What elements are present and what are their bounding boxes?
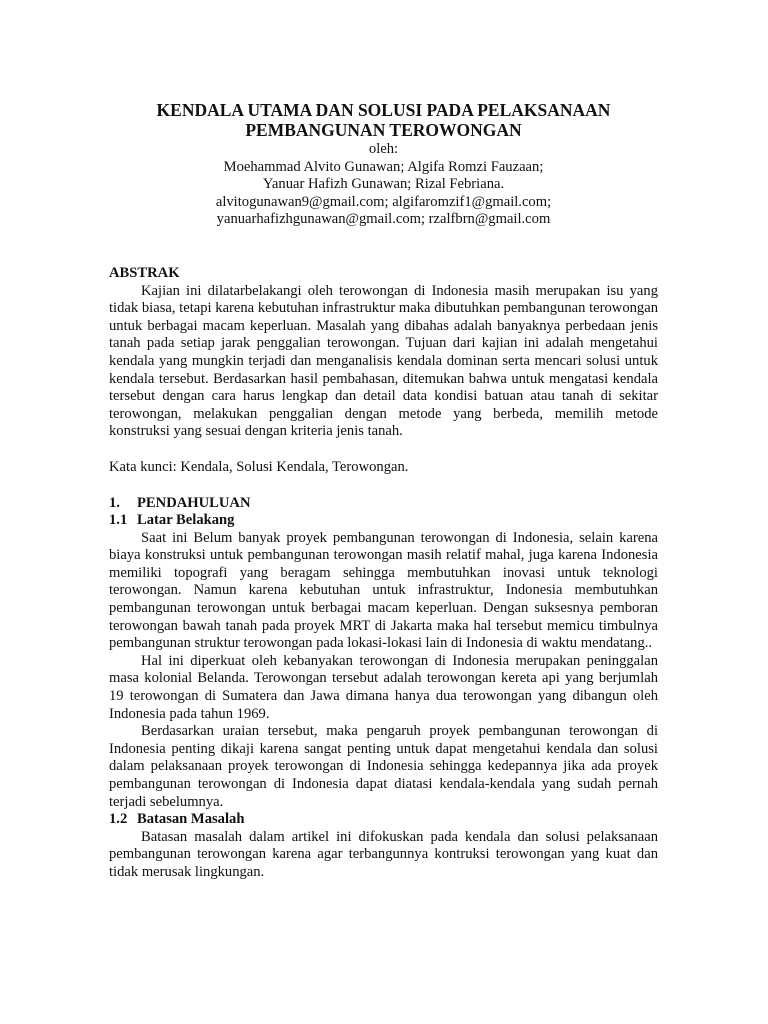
paragraph: Berdasarkan uraian tersebut, maka pengaruh proyek pembangunan terowongan di Indonesia penting dikaji karena sangat penting untuk dapat mengetahui kendala dan solusi dalam pelaksanaan proyek terowongan di Indonesia sehingga kedepannya jika ada proyek pembangunan terowongan di Indonesia dapat diatasi kendala-kendala yang sudah pernah terjadi sebelumnya. bbox=[109, 723, 658, 810]
subsection-1-2-number: 1.2 bbox=[109, 811, 128, 828]
abstract-text: Kajian ini dilatarbelakangi oleh terowongan di Indonesia masih merupakan isu yang tidak biasa, tetapi karena kebutuhan infrastruktur maka dibutuhkan pembangunan terowongan untuk berbagai macam keperluan. Masalah yang dibahas adalah banyaknya perbedaan jenis tanah pada setiap jarak penggalian terowongan. Tujuan dari kajian ini adalah mengetahui kendala yang mungkin terjadi dan menganalisis kendala dominan serta mencari solusi untuk kendala tersebut. Berdasarkan hasil pembahasan, ditemukan bahwa untuk mengatasi kendala tersebut dengan cara harus lengkap dan detail data kondisi batuan atau tanah di sekitar terowongan, melakukan penggalian dengan metode yang berbeda, memilih metode konstruksi yang sesuai dengan kriteria jenis tanah. bbox=[109, 282, 658, 440]
subsection-1-1-heading bbox=[109, 512, 658, 530]
authors-line-1: Moehammad Alvito Gunawan; Algifa Romzi Fauzaan; bbox=[223, 158, 544, 175]
subsection-1-2-title: Batasan Masalah bbox=[137, 811, 245, 828]
paragraph: Hal ini diperkuat oleh kebanyakan terowongan di Indonesia merupakan peninggalan masa kolonial Belanda. Terowongan tersebut adalah terowongan kereta api yang berjumlah 19 terowongan di Sumatera dan Jawa dimana hanya dua terowongan yang dibangun oleh Indonesia pada tahun 1969. bbox=[109, 652, 658, 722]
document-page bbox=[109, 100, 658, 882]
section-1-number: 1. bbox=[109, 494, 120, 511]
subsection-1-2-heading bbox=[109, 811, 658, 829]
section-1-heading bbox=[109, 495, 658, 513]
authors-line-2: Yanuar Hafizh Gunawan; Rizal Febriana. bbox=[262, 176, 505, 193]
byline-oleh: oleh: bbox=[368, 141, 399, 157]
emails-line-2: yanuarhafizhgunawan@gmail.com; rzalfbrn@gmail.com bbox=[216, 211, 551, 228]
paragraph: Batasan masalah dalam artikel ini difokuskan pada kendala dan solusi pelaksanaan pembangunan terowongan karena agar terbangunnya kontruksi terowongan yang kuat dan tidak merusak lingkungan. bbox=[109, 828, 658, 880]
section-1-title: PENDAHULUAN bbox=[137, 494, 251, 511]
paper-title-line-2: PEMBANGUNAN TEROWONGAN bbox=[245, 120, 522, 140]
emails-line-1: alvitogunawan9@gmail.com; algifaromzif1@gmail.com; bbox=[215, 193, 552, 210]
abstract-heading: ABSTRAK bbox=[109, 264, 180, 281]
subsection-1-1-title: Latar Belakang bbox=[137, 512, 235, 529]
subsection-1-1-number: 1.1 bbox=[109, 512, 128, 529]
keywords: Kata kunci: Kendala, Solusi Kendala, Terowongan. bbox=[109, 458, 409, 475]
paragraph: Saat ini Belum banyak proyek pembangunan terowongan di Indonesia, selain karena biaya konstruksi untuk pembangunan terowongan masih relatif mahal, juga karena Indonesia memiliki topografi yang beragam sehingga membutuhkan inovasi untuk teknologi terowongan. Namun karena kebutuhan untuk infrastruktur, Indonesia membutuhkan pembangunan terowongan untuk berbagai macam keperluan. Dengan suksesnya pemboran terowongan bawah tanah pada proyek MRT di Jakarta maka hal tersebut memicu timbulnya pembangunan struktur terowongan pada lokasi-lokasi lain di Indonesia di waktu mendatang.. bbox=[109, 529, 658, 652]
paper-title-line-1: KENDALA UTAMA DAN SOLUSI PADA PELAKSANAAN bbox=[156, 100, 611, 120]
